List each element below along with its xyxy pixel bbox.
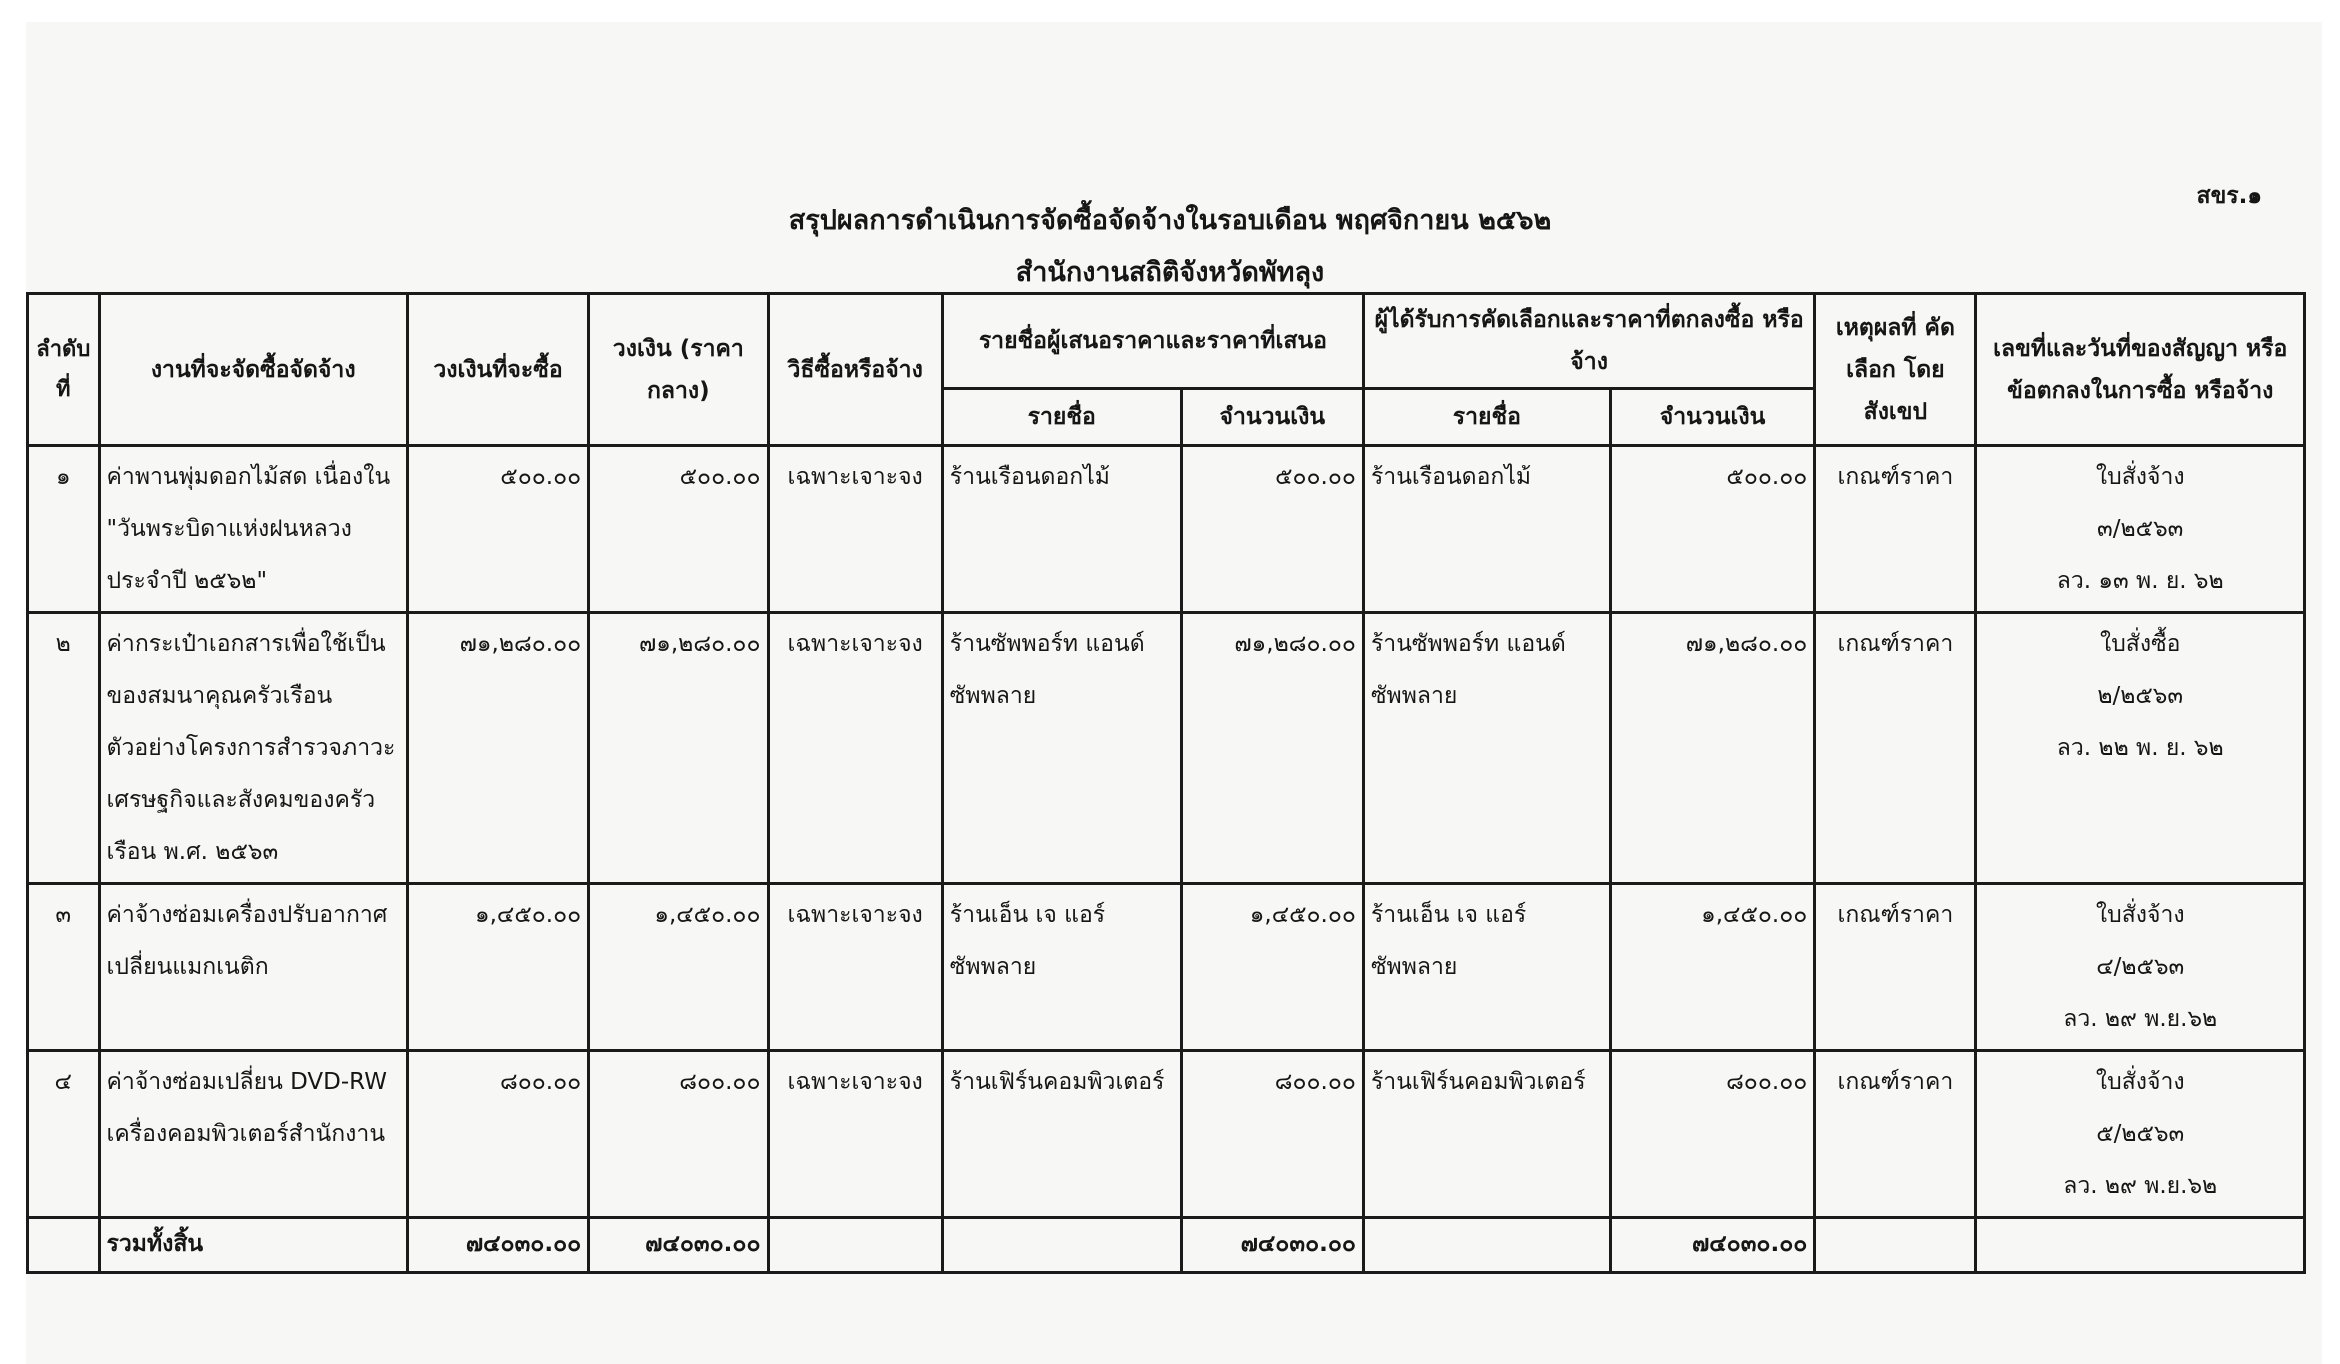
table-row xyxy=(28,446,2305,613)
row-method: เฉพาะเจาะจง xyxy=(768,446,942,613)
row-no: ๑ xyxy=(28,446,100,613)
row-win-amount: ๘๐๐.๐๐ xyxy=(1610,1051,1815,1218)
table-row xyxy=(28,884,2305,1051)
header-contract: เลขที่และวันที่ของสัญญา หรือข้อตกลงในการซื้อ หรือจ้าง xyxy=(1976,294,2305,446)
total-reason-empty xyxy=(1815,1218,1976,1273)
row-median: ๑,๔๕๐.๐๐ xyxy=(589,884,768,1051)
total-contract-empty xyxy=(1976,1218,2305,1273)
row-contract xyxy=(1976,884,2305,1051)
header-bidder-name: รายชื่อ xyxy=(942,389,1181,446)
header-median-price: วงเงิน (ราคากลาง) xyxy=(589,294,768,446)
header-bidders: รายชื่อผู้เสนอราคาและราคาที่เสนอ xyxy=(942,294,1363,389)
row-bidder: ร้านเอ็น เจ แอร์ ซัพพลาย xyxy=(942,884,1181,1051)
row-no: ๔ xyxy=(28,1051,100,1218)
contract-no: ๒/๒๕๖๓ xyxy=(2097,683,2184,709)
row-winner: ร้านเรือนดอกไม้ xyxy=(1363,446,1610,613)
row-budget: ๘๐๐.๐๐ xyxy=(407,1051,588,1218)
contract-type: ใบสั่งจ้าง xyxy=(2095,1069,2185,1095)
table-row xyxy=(28,613,2305,884)
row-reason: เกณฑ์ราคา xyxy=(1815,1051,1976,1218)
contract-type: ใบสั่งจ้าง xyxy=(2095,902,2185,928)
total-budget: ๗๔๐๓๐.๐๐ xyxy=(407,1218,588,1273)
row-reason: เกณฑ์ราคา xyxy=(1815,613,1976,884)
row-budget: ๑,๔๕๐.๐๐ xyxy=(407,884,588,1051)
header-budget: วงเงินที่จะซื้อ xyxy=(407,294,588,446)
row-bidder: ร้านซัพพอร์ท แอนด์ ซัพพลาย xyxy=(942,613,1181,884)
row-no: ๒ xyxy=(28,613,100,884)
document-title: สรุปผลการดำเนินการจัดซื้อจัดจ้างในรอบเดือน พฤศจิกายน ๒๕๖๒ xyxy=(788,205,1552,236)
row-bidder: ร้านเฟิร์นคอมพิวเตอร์ xyxy=(942,1051,1181,1218)
row-win-amount: ๕๐๐.๐๐ xyxy=(1610,446,1815,613)
row-work: ค่าจ้างซ่อมเปลี่ยน DVD-RW เครื่องคอมพิวเตอร์สำนักงาน xyxy=(99,1051,407,1218)
contract-no: ๕/๒๕๖๓ xyxy=(2096,1121,2185,1147)
row-reason: เกณฑ์ราคา xyxy=(1815,446,1976,613)
row-no: ๓ xyxy=(28,884,100,1051)
row-median: ๘๐๐.๐๐ xyxy=(589,1051,768,1218)
row-work: ค่าพานพุ่มดอกไม้สด เนื่องใน "วันพระบิดาแห่งฝนหลวง ประจำปี ๒๕๖๒" xyxy=(99,446,407,613)
row-win-amount: ๗๑,๒๘๐.๐๐ xyxy=(1610,613,1815,884)
total-win-amount: ๗๔๐๓๐.๐๐ xyxy=(1610,1218,1815,1273)
total-label: รวมทั้งสิ้น xyxy=(99,1218,407,1273)
row-bid-amount: ๘๐๐.๐๐ xyxy=(1181,1051,1363,1218)
row-median: ๕๐๐.๐๐ xyxy=(589,446,768,613)
header-bidder-amount: จำนวนเงิน xyxy=(1181,389,1363,446)
form-code: สขร.๑ xyxy=(2196,183,2262,209)
row-method: เฉพาะเจาะจง xyxy=(768,613,942,884)
procurement-table xyxy=(26,292,2306,1274)
row-bid-amount: ๑,๔๕๐.๐๐ xyxy=(1181,884,1363,1051)
contract-date: ลว. ๒๙ พ.ย.๖๒ xyxy=(2063,1006,2218,1032)
total-winner-empty xyxy=(1363,1218,1610,1273)
total-bidder-empty xyxy=(942,1218,1181,1273)
row-bidder: ร้านเรือนดอกไม้ xyxy=(942,446,1181,613)
row-contract xyxy=(1976,446,2305,613)
row-method: เฉพาะเจาะจง xyxy=(768,884,942,1051)
header-work: งานที่จะจัดซื้อจัดจ้าง xyxy=(99,294,407,446)
row-bid-amount: ๕๐๐.๐๐ xyxy=(1181,446,1363,613)
row-budget: ๗๑,๒๘๐.๐๐ xyxy=(407,613,588,884)
header-winner-name: รายชื่อ xyxy=(1363,389,1610,446)
row-winner: ร้านเฟิร์นคอมพิวเตอร์ xyxy=(1363,1051,1610,1218)
row-work: ค่าจ้างซ่อมเครื่องปรับอากาศ เปลี่ยนแมกเนติก xyxy=(99,884,407,1051)
total-no-empty xyxy=(28,1218,100,1273)
contract-no: ๓/๒๕๖๓ xyxy=(2097,516,2184,542)
row-median: ๗๑,๒๘๐.๐๐ xyxy=(589,613,768,884)
header-winner-amount: จำนวนเงิน xyxy=(1610,389,1815,446)
contract-date: ลว. ๒๒ พ. ย. ๖๒ xyxy=(2056,735,2224,761)
header-selected: ผู้ได้รับการคัดเลือกและราคาที่ตกลงซื้อ หรือจ้าง xyxy=(1363,294,1814,389)
row-winner: ร้านเอ็น เจ แอร์ ซัพพลาย xyxy=(1363,884,1610,1051)
row-budget: ๕๐๐.๐๐ xyxy=(407,446,588,613)
header-method: วิธีซื้อหรือจ้าง xyxy=(768,294,942,446)
header-reason: เหตุผลที่ คัดเลือก โดยสังเขป xyxy=(1815,294,1976,446)
contract-date: ลว. ๑๓ พ. ย. ๖๒ xyxy=(2056,568,2224,594)
total-method-empty xyxy=(768,1218,942,1273)
row-work: ค่ากระเป๋าเอกสารเพื่อใช้เป็นของสมนาคุณครัวเรือนตัวอย่างโครงการสำรวจภาวะเศรษฐกิจและสังคมของครัวเรือน พ.ศ. ๒๕๖๓ xyxy=(99,613,407,884)
agency-name: สำนักงานสถิติจังหวัดพัทลุง xyxy=(1015,257,1325,288)
row-winner: ร้านซัพพอร์ท แอนด์ ซัพพลาย xyxy=(1363,613,1610,884)
contract-type: ใบสั่งซื้อ xyxy=(2099,631,2181,657)
header-no: ลำดับ ที่ xyxy=(28,294,100,446)
contract-no: ๔/๒๕๖๓ xyxy=(2096,954,2185,980)
row-method: เฉพาะเจาะจง xyxy=(768,1051,942,1218)
row-reason: เกณฑ์ราคา xyxy=(1815,884,1976,1051)
row-contract xyxy=(1976,1051,2305,1218)
row-contract xyxy=(1976,613,2305,884)
total-row xyxy=(28,1218,2305,1273)
contract-type: ใบสั่งจ้าง xyxy=(2095,464,2185,490)
row-win-amount: ๑,๔๕๐.๐๐ xyxy=(1610,884,1815,1051)
row-bid-amount: ๗๑,๒๘๐.๐๐ xyxy=(1181,613,1363,884)
total-median: ๗๔๐๓๐.๐๐ xyxy=(589,1218,768,1273)
total-bid-amount: ๗๔๐๓๐.๐๐ xyxy=(1181,1218,1363,1273)
table-row xyxy=(28,1051,2305,1218)
contract-date: ลว. ๒๙ พ.ย.๖๒ xyxy=(2063,1173,2218,1199)
header-row xyxy=(28,294,2305,389)
